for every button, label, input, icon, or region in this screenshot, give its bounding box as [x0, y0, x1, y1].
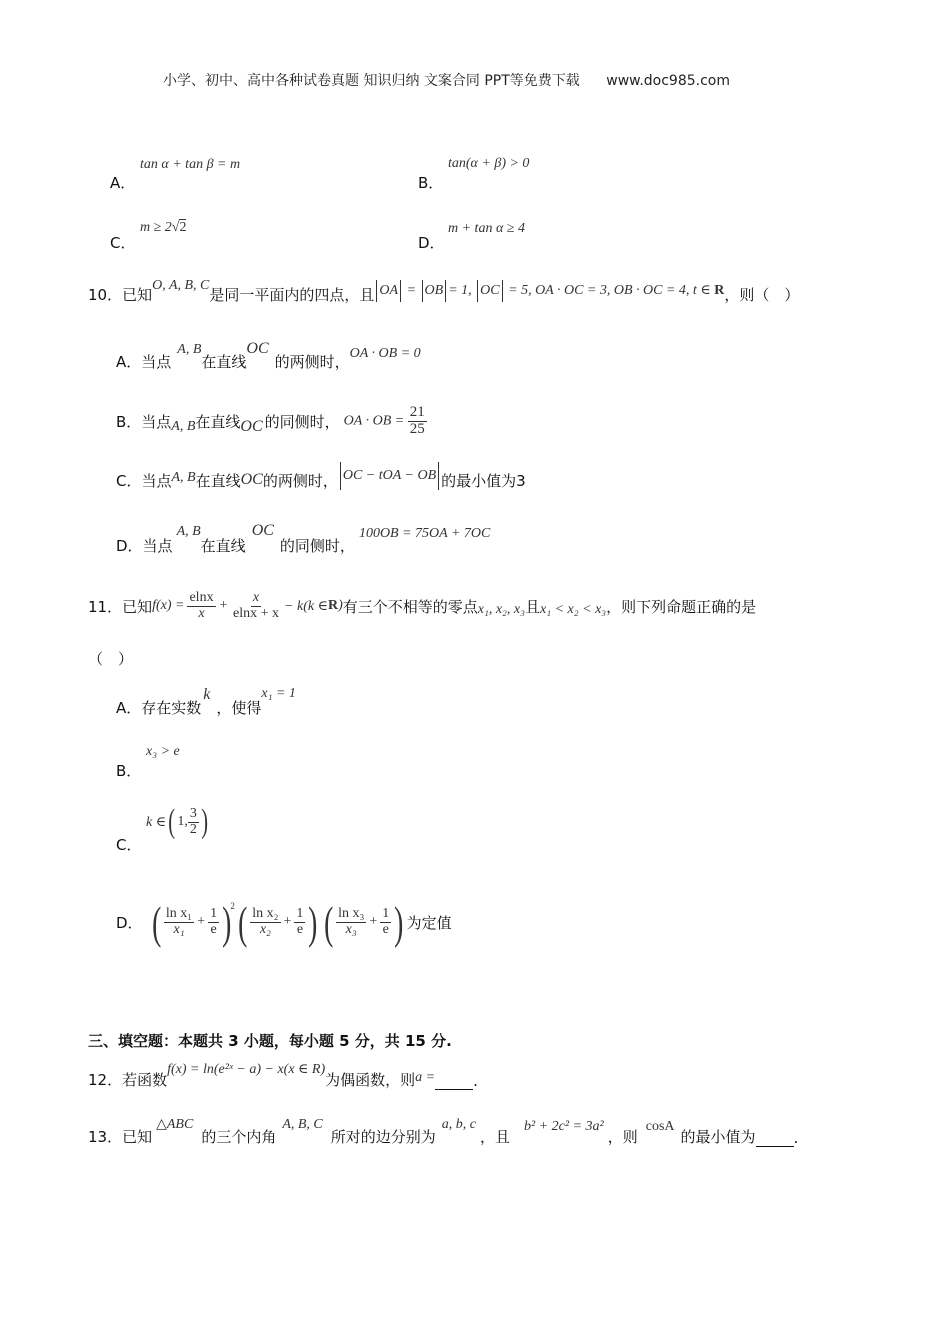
q10-b-expr — [344, 405, 427, 438]
q10-cond-rest: = 5, OA · OC = 3, OB · OC = 4, t ∈ — [508, 283, 711, 299]
q13 — [88, 1115, 798, 1147]
q11-stem — [88, 584, 756, 628]
q13-number: 13．已知 — [88, 1128, 153, 1146]
q10-d-expr: 100OB = 75OA + 7OC — [358, 526, 491, 541]
q11-d-e-1: e — [210, 921, 217, 937]
q11-d-d3: x₃ — [345, 921, 357, 937]
q11-c-expr — [146, 803, 210, 841]
q10-cond-R: R — [714, 283, 725, 299]
q13-t3: ，且 — [480, 1128, 511, 1146]
q10-option-a — [116, 340, 421, 372]
q9-option-a-expr: tan α + tan β = m — [140, 157, 241, 172]
q10-a-pts: A, B — [177, 342, 202, 357]
d-paren-open-2: ( — [237, 896, 248, 948]
q10-option-b — [116, 400, 427, 442]
q9-option-b-expr: tan(α + β) > 0 — [448, 156, 530, 171]
q11-number: 11．已知 — [88, 597, 153, 616]
q10-a-mid: 在直线 — [201, 353, 247, 371]
q11-d-frac-1 — [164, 907, 194, 937]
q11-d-ln1: ln x₁ — [165, 905, 193, 921]
q11-function — [152, 591, 343, 621]
page-header — [163, 70, 730, 90]
q11-paren: （ ） — [88, 650, 134, 668]
q11-a-pre: A．存在实数 — [116, 699, 202, 717]
q11-d-ln3: ln x₃ — [338, 905, 365, 921]
q13-t4: ，则 — [607, 1128, 638, 1146]
d-paren-open-3: ( — [323, 896, 334, 948]
q12-number: 12．若函数 — [88, 1071, 168, 1089]
q11-mid: 有三个不相等的零点 — [342, 597, 478, 616]
q10-c-expr-wrap — [338, 462, 441, 490]
q12-expr: f(x) = ln(e²ˣ − a) − x(x ∈ R) — [167, 1062, 326, 1077]
q10-stem — [88, 278, 800, 305]
q11-d-after: 为定值 — [406, 913, 452, 932]
q11-a-expr: x₁ = 1 — [261, 686, 296, 701]
d-paren-open-1: ( — [151, 896, 161, 948]
q13-answer-blank[interactable] — [756, 1132, 794, 1147]
q10-points: O, A, B, C — [152, 278, 210, 293]
q9-option-c-expr — [140, 220, 186, 236]
q10-b-expr-text: OA · OB = — [343, 413, 405, 429]
q11-d-one-2: 1 — [296, 905, 304, 921]
q10-a-expr: OA · OB = 0 — [349, 346, 421, 361]
q13-angles: A, B, C — [282, 1117, 323, 1132]
q10-cond-eq1: = — [406, 283, 417, 299]
q12 — [88, 1060, 478, 1090]
q11-c-num: 3 — [189, 805, 197, 821]
q10-option-c — [116, 462, 526, 498]
q11-f-n1: elnx — [189, 589, 214, 605]
q11-b-expr: x₃ > e — [146, 744, 180, 759]
q13-t5: 的最小值为 — [680, 1128, 756, 1146]
q11-d-expr: ( $\frac{\text{ln x₁}}{\text{x₁}}$ + $\frac{1}{e}$ ) $^2$ ( $\frac{\text{ln x₂}}{\text{x₂}}$ + $\frac{1}{e}$ ) ( $\frac{\text{ln x₃}}{\text{x₃}}$ + $\frac{1}{e}$ ) — [151, 896, 404, 948]
q10-tail: ，则（ ） — [724, 285, 800, 304]
q11-a-var: k — [203, 686, 211, 703]
q10-d-pre: D．当点 — [116, 537, 173, 555]
q10-cond-oc: OC — [480, 283, 500, 299]
d-paren-close-3: ) — [394, 896, 404, 948]
q11-frac-2 — [231, 591, 281, 621]
q13-tri: △ABC — [156, 1117, 194, 1132]
header-text: 小学、初中、高中各种试卷真题 知识归纳 文案合同 PPT等免费下载 — [163, 73, 580, 89]
q10-c-expr: OC − tOA − OB — [342, 468, 437, 484]
q11-b-label: B． — [116, 762, 142, 780]
q11-d-one-3: 1 — [382, 905, 390, 921]
q10-text-mid: 是同一平面内的四点，且 — [209, 285, 375, 304]
q11-order: x₁ < x₂ < x₃ — [540, 602, 607, 617]
q10-d-line: OC — [251, 522, 274, 539]
q11-c-label: C． — [116, 836, 142, 854]
q10-b-line: OC — [240, 418, 263, 435]
section3-title: 三、填空题：本题共 3 小题，每小题 5 分，共 15 分. — [88, 1032, 452, 1050]
q13-cos: cosA — [645, 1119, 675, 1134]
q10-d-post: 的同侧时， — [279, 537, 355, 555]
d-paren-close-2: ) — [308, 896, 318, 948]
d-paren-close-1: ) — [222, 896, 232, 948]
header-url: www.doc985.com — [606, 73, 730, 89]
q10-cond-ob: OB — [424, 283, 444, 299]
q11-option-d — [116, 894, 452, 950]
q9-option-c-label: C． — [110, 234, 136, 252]
q10-c-pts: A, B — [171, 470, 196, 485]
q12-var: a = — [415, 1070, 436, 1085]
q13-cond: b² + 2c² = 3a² — [524, 1119, 604, 1134]
q10-c-post: 的两侧时， — [262, 471, 338, 490]
q9-option-b-label: B． — [418, 174, 444, 192]
q10-cond-eq2: = 1, — [448, 283, 472, 299]
q10-b-post: 的同侧时， — [264, 412, 340, 431]
q11-d-frac-3 — [336, 907, 366, 937]
q11-d-ln2: ln x₂ — [252, 905, 279, 921]
q11-d-frac-e1 — [208, 907, 219, 937]
q10-a-line: OC — [246, 340, 269, 357]
sqrt-icon: √ — [171, 220, 180, 235]
q11-frac-1 — [187, 591, 215, 621]
q11-d-e-3: e — [382, 921, 389, 937]
q11-d-d1: x₁ — [173, 921, 185, 937]
q10-option-d — [116, 522, 490, 556]
q10-d-pts: A, B — [176, 524, 201, 539]
q10-b-mid: 在直线 — [195, 412, 241, 431]
q11-d-label: D． — [116, 913, 143, 932]
q11-tail: ，则下列命题正确的是 — [606, 597, 757, 616]
q10-b-pts: A, B — [171, 419, 196, 434]
q10-b-num: 21 — [409, 403, 425, 420]
q11-f-plus: + — [218, 598, 229, 613]
q10-b-frac — [408, 405, 427, 438]
q10-c-pre: C．当点 — [116, 471, 172, 490]
q10-a-pre: A．当点 — [116, 353, 172, 371]
q11-c-frac — [188, 807, 199, 837]
q10-cond-oa: OA — [379, 283, 399, 299]
q11-d-square: 2 — [230, 901, 235, 911]
q10-condition — [374, 280, 724, 302]
q11-d-frac-2 — [250, 907, 280, 937]
q12-answer-blank[interactable] — [435, 1075, 473, 1090]
q10-number: 10．已知 — [88, 285, 153, 304]
q10-a-post: 的两侧时， — [274, 353, 350, 371]
q9-option-d-expr: m + tan α ≥ 4 — [448, 221, 525, 236]
q10-b-den: 25 — [409, 420, 425, 437]
q10-d-mid: 在直线 — [200, 537, 246, 555]
q12-mid: 为偶函数，则 — [325, 1071, 416, 1089]
q9-option-d-label: D． — [418, 234, 445, 252]
q11-c-a: 1, — [177, 814, 188, 829]
q11-d-frac-e3 — [380, 907, 391, 937]
q11-c-den: 2 — [189, 821, 197, 837]
q11-and: 且 — [525, 597, 541, 616]
q11-option-a — [116, 684, 296, 718]
q13-sides: a, b, c — [441, 1117, 477, 1132]
right-paren-icon: ) — [201, 803, 208, 840]
q11-f-d2: elnx + x — [233, 605, 280, 621]
q11-f-tail: − k(k ∈ — [284, 598, 328, 614]
q11-d-d2: x₂ — [259, 921, 271, 937]
q11-zeros: x₁, x₂, x₃ — [477, 602, 525, 617]
q11-d-e-2: e — [296, 921, 304, 937]
q9-option-c-left: m ≥ 2 — [140, 220, 172, 235]
q10-b-pre: B．当点 — [116, 412, 172, 431]
q11-d-one-1: 1 — [210, 905, 218, 921]
q11-f-d1: x — [198, 605, 205, 621]
q11-a-mid: ，使得 — [216, 699, 262, 717]
q13-end: . — [793, 1129, 799, 1147]
q11-f-R: R — [327, 598, 339, 613]
q10-c-mid: 在直线 — [195, 471, 241, 490]
q11-c-pre: k ∈ — [146, 814, 167, 830]
left-paren-icon: ( — [168, 803, 176, 840]
q9-option-c-root: 2 — [179, 220, 187, 235]
q12-end: . — [473, 1072, 478, 1090]
q13-t2: 所对的边分别为 — [330, 1128, 436, 1146]
q11-f-close: ) — [338, 598, 343, 613]
q11-f-lhs: f(x) = — [152, 598, 185, 613]
q13-t1: 的三个内角 — [201, 1128, 277, 1146]
q10-c-after: 的最小值为3 — [441, 471, 526, 490]
q9-option-a-label: A． — [110, 174, 136, 192]
q11-f-n2: x — [252, 589, 260, 605]
q11-d-frac-e2 — [294, 907, 305, 937]
q10-c-line: OC — [240, 471, 263, 488]
